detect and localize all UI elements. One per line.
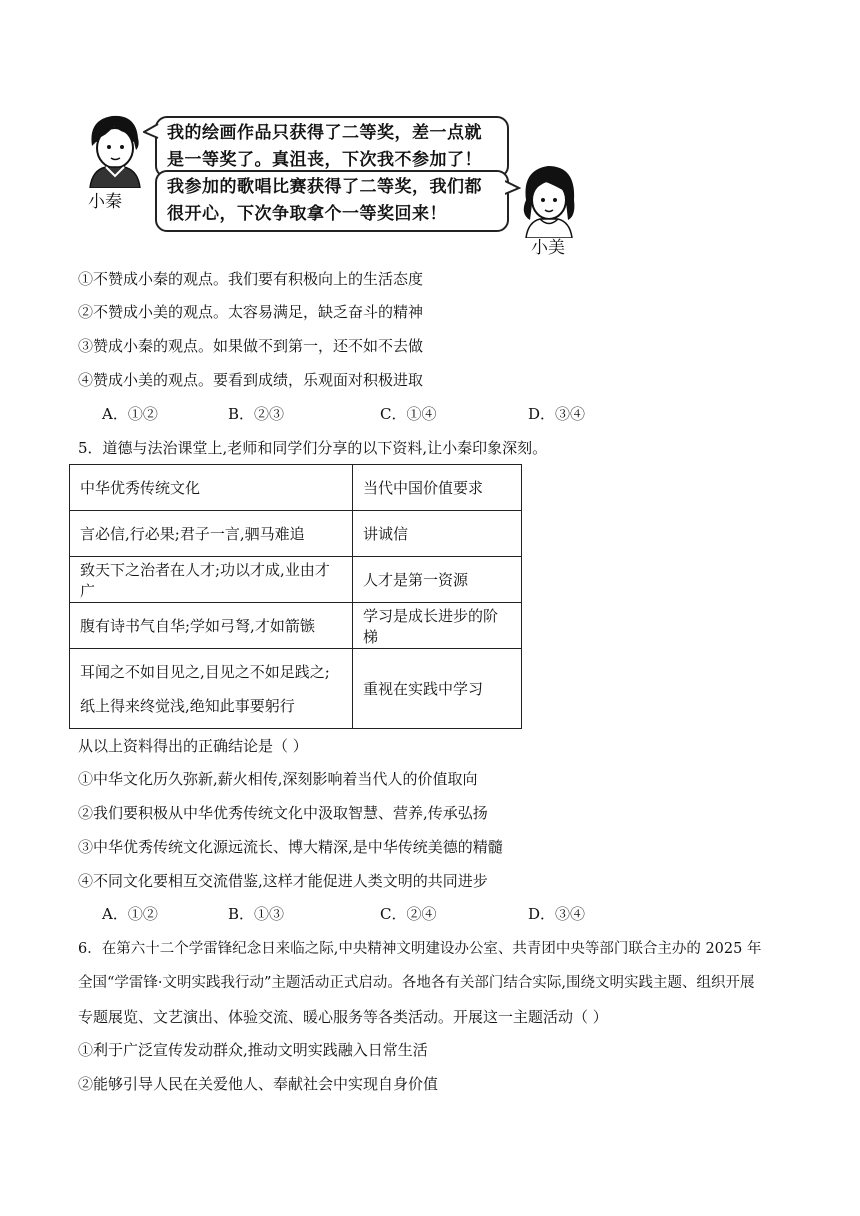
girl-name-label: 小美 — [531, 238, 565, 258]
q5-table — [69, 464, 522, 729]
speech-bubble-top — [155, 116, 509, 178]
q6-stem-line-1: 6．在第六十二个学雷锋纪念日来临之际,中央精神文明建设办公室、共青团中央等部门联合主办的 2025 年 — [78, 941, 762, 957]
table-cell-line: 纸上得来终觉浅,绝知此事要躬行 — [80, 696, 295, 715]
table-header-row — [70, 465, 522, 511]
table-cell: 致天下之治者在人才;功以才成,业由才广 — [70, 557, 353, 603]
q5-item-4: ④不同文化要相互交流借鉴,这样才能促进人类文明的共同进步 — [78, 872, 488, 890]
bubble-top-tail-icon — [143, 124, 159, 140]
q4-item-3: ③赞成小秦的观点。如果做不到第一，还不如不去做 — [78, 337, 424, 355]
q4-option-d: D．③④ — [528, 405, 586, 423]
table-cell: 学习是成长进步的阶梯 — [353, 603, 522, 649]
table-row — [70, 511, 522, 557]
q5-question: 从以上资料得出的正确结论是（ ） — [78, 737, 308, 755]
boy-name-label: 小秦 — [88, 192, 122, 212]
bubble-top-line-1: 我的绘画作品只获得了二等奖，差一点就 — [167, 123, 482, 143]
q5-item-2: ②我们要积极从中华优秀传统文化中汲取智慧、营养,传承弘扬 — [78, 804, 488, 822]
table-cell: 人才是第一资源 — [353, 557, 522, 603]
table-row — [70, 603, 522, 649]
speech-bubble-bottom — [155, 170, 509, 232]
q4-option-b: B．②③ — [228, 405, 285, 423]
boy-figure-icon — [84, 112, 146, 188]
q4-item-4: ④赞成小美的观点。要看到成绩，乐观面对积极进取 — [78, 371, 424, 389]
q6-item-2: ②能够引导人民在关爱他人、奉献社会中实现自身价值 — [78, 1075, 439, 1093]
q6-stem-line-2: 全国“学雷锋·文明实践我行动”主题活动正式启动。各地各有关部门结合实际,围绕文明实践主题、组织开展 — [78, 975, 755, 991]
table-cell — [70, 649, 353, 729]
table-header-cell: 中华优秀传统文化 — [70, 465, 353, 511]
table-cell: 讲诚信 — [353, 511, 522, 557]
q5-item-1: ①中华文化历久弥新,薪火相传,深刻影响着当代人的价值取向 — [78, 770, 478, 788]
table-cell: 重视在实践中学习 — [353, 649, 522, 729]
bubble-top-line-2: 是一等奖了。真沮丧，下次我不参加了！ — [167, 150, 482, 170]
table-cell: 言必信,行必果;君子一言,驷马难追 — [70, 511, 353, 557]
table-row — [70, 557, 522, 603]
q5-option-d: D．③④ — [528, 905, 586, 923]
table-cell-line: 耳闻之不如目见之,目见之不如足践之; — [80, 662, 330, 681]
q4-item-2: ②不赞成小美的观点。太容易满足，缺乏奋斗的精神 — [78, 303, 424, 321]
q5-item-3: ③中华优秀传统文化源远流长、博大精深,是中华传统美德的精髓 — [78, 838, 503, 856]
q6-item-1: ①利于广泛宣传发动群众,推动文明实践融入日常生活 — [78, 1041, 428, 1059]
bubble-bottom-line-1: 我参加的歌唱比赛获得了二等奖，我们都 — [167, 177, 482, 197]
table-row — [70, 649, 522, 729]
q5-option-b: B．①③ — [228, 905, 285, 923]
q4-option-c: C．①④ — [380, 405, 437, 423]
q5-option-c: C．②④ — [380, 905, 437, 923]
q6-stem-line-3: 专题展览、文艺演出、体验交流、暖心服务等各类活动。开展这一主题活动（ ） — [78, 1008, 608, 1026]
table-cell: 腹有诗书气自华;学如弓弩,才如箭镞 — [70, 603, 353, 649]
q4-option-a: A．①② — [102, 405, 158, 423]
bubble-bottom-line-2: 很开心，下次争取拿个一等奖回来！ — [167, 204, 447, 224]
q5-stem: 5．道德与法治课堂上,老师和同学们分享的以下资料,让小秦印象深刻。 — [78, 439, 548, 457]
q4-item-1: ①不赞成小秦的观点。我们要有积极向上的生活态度 — [78, 270, 424, 288]
q5-option-a: A．①② — [102, 905, 158, 923]
girl-figure-icon — [516, 160, 582, 238]
table-header-cell: 当代中国价值要求 — [353, 465, 522, 511]
